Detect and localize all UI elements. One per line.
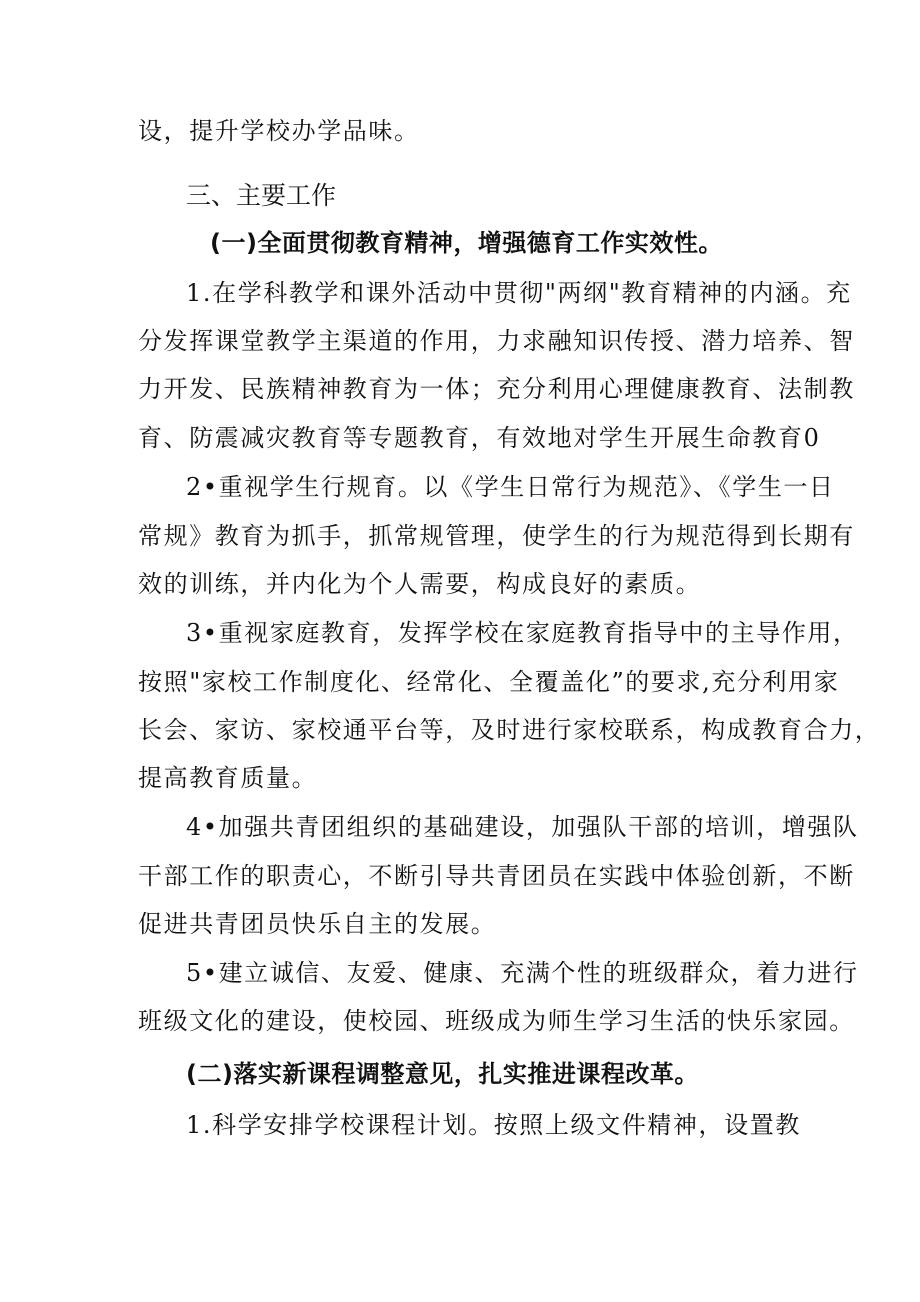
subsection-2-title: (二)落实新课程调整意见，扎实推进课程改革。 bbox=[186, 1060, 699, 1088]
paragraph-line: 促进共青团员快乐自主的发展。 bbox=[138, 910, 497, 938]
paragraph-line: 4•加强共青团组织的基础建设，加强队干部的培训，增强队 bbox=[186, 813, 859, 841]
intro-line: 设，提升学校办学品味。 bbox=[138, 117, 420, 145]
paragraph-line: 干部工作的职责心，不断引导共青团员在实践中体验创新，不断 bbox=[138, 862, 855, 890]
paragraph-line: 按照"家校工作制度化、经常化、全覆盖化”的要求,充分利用家 bbox=[138, 668, 840, 696]
paragraph-line: 提高教育质量。 bbox=[138, 764, 318, 792]
section-heading: 三、主要工作 bbox=[186, 181, 337, 210]
paragraph-line: 常规》教育为抓手，抓常规管理，使学生的行为规范得到长期有 bbox=[138, 522, 855, 550]
paragraph-line: 效的训练，并内化为个人需要，构成良好的素质。 bbox=[138, 570, 702, 598]
paragraph-line: 5•建立诚信、友爱、健康、充满个性的班级群众，着力进行 bbox=[186, 959, 859, 987]
paragraph-line: 长会、家访、家校通平台等，及时进行家校联系，构成教育合力， bbox=[138, 716, 881, 744]
paragraph-line: 分发挥课堂教学主渠道的作用，力求融知识传授、潜力培养、智 bbox=[138, 327, 855, 355]
paragraph-line: 力开发、民族精神教育为一体；充分利用心理健康教育、法制教 bbox=[138, 375, 855, 403]
paragraph-line: 1.科学安排学校课程计划。按照上级文件精神，设置教 bbox=[186, 1111, 801, 1139]
paragraph-line: 2•重视学生行规育。以《学生日常行为规范》、《学生一日 bbox=[186, 473, 835, 501]
paragraph-line: 班级文化的建设，使校园、班级成为师生学习生活的快乐家园。 bbox=[138, 1007, 855, 1035]
subsection-1-title: (一)全面贯彻教育精神，增强德育工作实效性。 bbox=[210, 229, 723, 257]
paragraph-line: 1.在学科教学和课外活动中贯彻"两纲"教育精神的内涵。充 bbox=[186, 279, 852, 307]
paragraph-line: 3•重视家庭教育，发挥学校在家庭教育指导中的主导作用， bbox=[186, 619, 859, 647]
paragraph-line: 育、防震减灾教育等专题教育，有效地对学生开展生命教育0 bbox=[138, 424, 821, 452]
